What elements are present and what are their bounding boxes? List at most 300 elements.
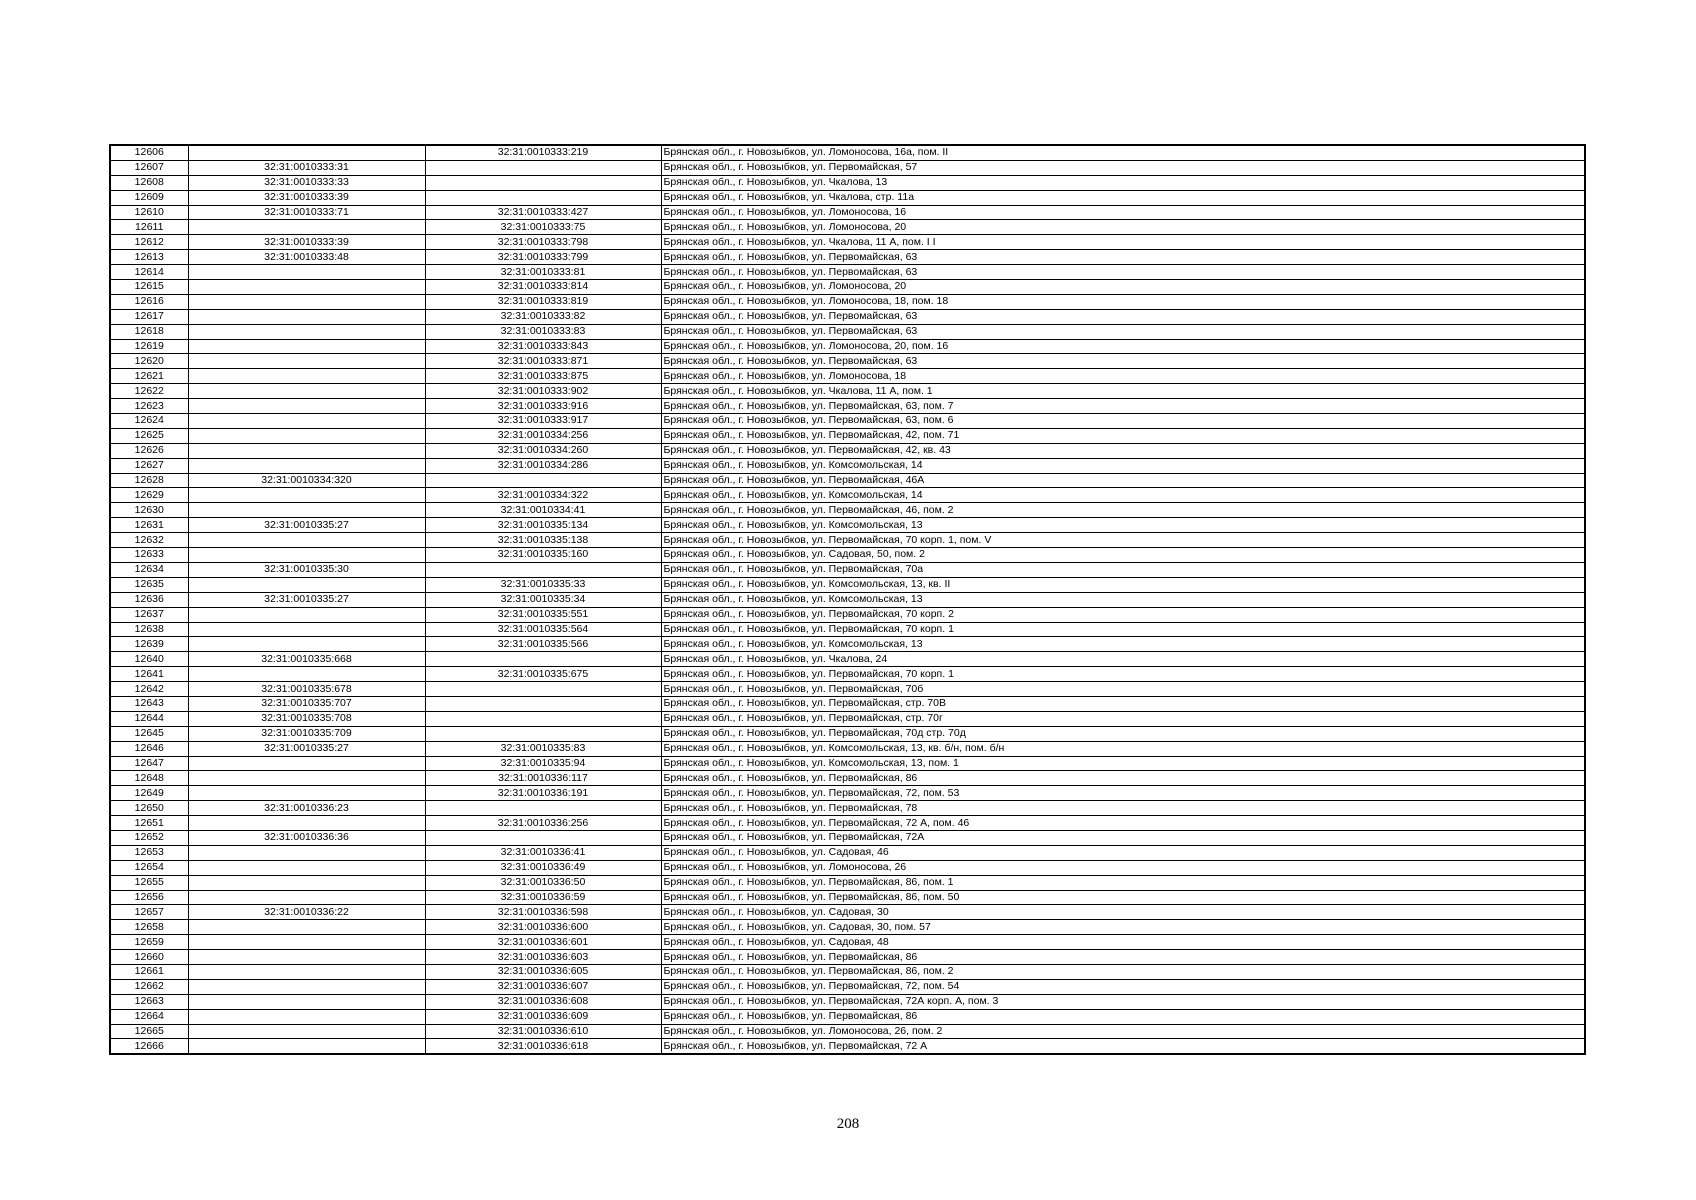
address-cell: Брянская обл., г. Новозыбков, ул. Первомайская, 72А [661,830,1585,845]
parcel-number-cell: 32:31:0010335:709 [188,726,425,741]
row-number-cell: 12621 [110,369,188,384]
parcel-number-cell: 32:31:0010333:71 [188,205,425,220]
row-number-cell: 12642 [110,682,188,697]
object-number-cell: 32:31:0010333:427 [425,205,661,220]
table-row [110,369,1585,384]
table-row [110,667,1585,682]
table-row [110,339,1585,354]
row-number-cell: 12615 [110,280,188,295]
row-number-cell: 12653 [110,845,188,860]
table-body [110,145,1585,1054]
parcel-number-cell [188,399,425,414]
object-number-cell: 32:31:0010335:138 [425,533,661,548]
address-cell: Брянская обл., г. Новозыбков, ул. Садовая, 46 [661,845,1585,860]
parcel-number-cell: 32:31:0010335:27 [188,592,425,607]
row-number-cell: 12611 [110,220,188,235]
object-number-cell: 32:31:0010334:322 [425,488,661,503]
table-row [110,1024,1585,1039]
table-row [110,548,1585,563]
address-cell: Брянская обл., г. Новозыбков, ул. Первомайская, 70 корп. 1 [661,622,1585,637]
table-row [110,309,1585,324]
object-number-cell [425,160,661,175]
table-row [110,518,1585,533]
parcel-number-cell: 32:31:0010335:27 [188,741,425,756]
row-number-cell: 12663 [110,994,188,1009]
table-row [110,652,1585,667]
address-cell: Брянская обл., г. Новозыбков, ул. Первомайская, 72, пом. 53 [661,786,1585,801]
address-cell: Брянская обл., г. Новозыбков, ул. Первомайская, 42, пом. 71 [661,428,1585,443]
address-cell: Брянская обл., г. Новозыбков, ул. Первомайская, 86, пом. 1 [661,875,1585,890]
row-number-cell: 12641 [110,667,188,682]
table-row [110,637,1585,652]
parcel-number-cell [188,458,425,473]
row-number-cell: 12612 [110,235,188,250]
object-number-cell: 32:31:0010333:82 [425,309,661,324]
object-number-cell: 32:31:0010333:219 [425,145,661,160]
address-cell: Брянская обл., г. Новозыбков, ул. Комсомольская, 13 [661,592,1585,607]
table-row [110,190,1585,205]
object-number-cell: 32:31:0010335:34 [425,592,661,607]
row-number-cell: 12635 [110,577,188,592]
parcel-number-cell [188,875,425,890]
address-cell: Брянская обл., г. Новозыбков, ул. Первомайская, стр. 70г [661,711,1585,726]
row-number-cell: 12636 [110,592,188,607]
address-cell: Брянская обл., г. Новозыбков, ул. Садовая, 30, пом. 57 [661,920,1585,935]
object-number-cell [425,726,661,741]
object-number-cell: 32:31:0010336:598 [425,905,661,920]
parcel-number-cell [188,816,425,831]
row-number-cell: 12649 [110,786,188,801]
table-row [110,562,1585,577]
object-number-cell: 32:31:0010336:603 [425,950,661,965]
address-cell: Брянская обл., г. Новозыбков, ул. Комсомольская, 13 [661,637,1585,652]
row-number-cell: 12613 [110,250,188,265]
table-row [110,607,1585,622]
address-cell: Брянская обл., г. Новозыбков, ул. Первомайская, 72 А [661,1039,1585,1054]
row-number-cell: 12657 [110,905,188,920]
address-cell: Брянская обл., г. Новозыбков, ул. Первомайская, 42, кв. 43 [661,443,1585,458]
parcel-number-cell [188,339,425,354]
parcel-number-cell [188,324,425,339]
object-number-cell: 32:31:0010334:260 [425,443,661,458]
table-row [110,503,1585,518]
parcel-number-cell [188,890,425,905]
object-number-cell: 32:31:0010336:607 [425,979,661,994]
object-number-cell [425,175,661,190]
object-number-cell: 32:31:0010333:83 [425,324,661,339]
table-row [110,830,1585,845]
address-cell: Брянская обл., г. Новозыбков, ул. Первомайская, 86 [661,771,1585,786]
row-number-cell: 12626 [110,443,188,458]
object-number-cell: 32:31:0010334:256 [425,428,661,443]
parcel-number-cell [188,548,425,563]
row-number-cell: 12630 [110,503,188,518]
table-row [110,399,1585,414]
object-number-cell [425,711,661,726]
parcel-number-cell: 32:31:0010333:48 [188,250,425,265]
parcel-number-cell [188,622,425,637]
address-cell: Брянская обл., г. Новозыбков, ул. Первомайская, стр. 70В [661,696,1585,711]
address-cell: Брянская обл., г. Новозыбков, ул. Первомайская, 63 [661,324,1585,339]
row-number-cell: 12637 [110,607,188,622]
parcel-number-cell [188,309,425,324]
table-row [110,979,1585,994]
table-row [110,175,1585,190]
table-row [110,726,1585,741]
address-cell: Брянская обл., г. Новозыбков, ул. Первомайская, 70а [661,562,1585,577]
address-cell: Брянская обл., г. Новозыбков, ул. Первомайская, 70 корп. 1, пом. V [661,533,1585,548]
table-row [110,280,1585,295]
object-number-cell: 32:31:0010335:551 [425,607,661,622]
object-number-cell: 32:31:0010336:601 [425,935,661,950]
parcel-number-cell [188,637,425,652]
parcel-number-cell: 32:31:0010333:31 [188,160,425,175]
parcel-number-cell [188,443,425,458]
cadastral-table [109,144,1586,1055]
address-cell: Брянская обл., г. Новозыбков, ул. Первомайская, 57 [661,160,1585,175]
object-number-cell: 32:31:0010335:160 [425,548,661,563]
address-cell: Брянская обл., г. Новозыбков, ул. Ломоносова, 16а, пом. II [661,145,1585,160]
object-number-cell: 32:31:0010335:94 [425,756,661,771]
parcel-number-cell [188,265,425,280]
table-row [110,890,1585,905]
table-row [110,696,1585,711]
table-row [110,622,1585,637]
row-number-cell: 12647 [110,756,188,771]
row-number-cell: 12651 [110,816,188,831]
table-row [110,964,1585,979]
object-number-cell: 32:31:0010336:49 [425,860,661,875]
address-cell: Брянская обл., г. Новозыбков, ул. Первомайская, 86 [661,1009,1585,1024]
row-number-cell: 12606 [110,145,188,160]
parcel-number-cell: 32:31:0010336:22 [188,905,425,920]
object-number-cell: 32:31:0010335:564 [425,622,661,637]
table-row [110,682,1585,697]
object-number-cell: 32:31:0010336:609 [425,1009,661,1024]
row-number-cell: 12654 [110,860,188,875]
object-number-cell: 32:31:0010335:83 [425,741,661,756]
address-cell: Брянская обл., г. Новозыбков, ул. Первомайская, 78 [661,801,1585,816]
object-number-cell [425,696,661,711]
address-cell: Брянская обл., г. Новозыбков, ул. Первомайская, 86 [661,950,1585,965]
table-row [110,875,1585,890]
parcel-number-cell [188,845,425,860]
object-number-cell: 32:31:0010336:59 [425,890,661,905]
parcel-number-cell [188,1039,425,1054]
address-cell: Брянская обл., г. Новозыбков, ул. Первомайская, 63, пом. 6 [661,414,1585,429]
object-number-cell: 32:31:0010333:917 [425,414,661,429]
table-row [110,1039,1585,1054]
address-cell: Брянская обл., г. Новозыбков, ул. Комсомольская, 13, пом. 1 [661,756,1585,771]
row-number-cell: 12640 [110,652,188,667]
row-number-cell: 12638 [110,622,188,637]
table-row [110,920,1585,935]
parcel-number-cell: 32:31:0010335:707 [188,696,425,711]
parcel-number-cell [188,1009,425,1024]
table-row [110,473,1585,488]
table-row [110,905,1585,920]
object-number-cell: 32:31:0010336:610 [425,1024,661,1039]
parcel-number-cell [188,503,425,518]
address-cell: Брянская обл., г. Новозыбков, ул. Садовая, 48 [661,935,1585,950]
object-number-cell: 32:31:0010333:799 [425,250,661,265]
object-number-cell: 32:31:0010333:916 [425,399,661,414]
parcel-number-cell: 32:31:0010333:39 [188,235,425,250]
object-number-cell: 32:31:0010333:819 [425,294,661,309]
parcel-number-cell: 32:31:0010333:33 [188,175,425,190]
object-number-cell [425,682,661,697]
address-cell: Брянская обл., г. Новозыбков, ул. Первомайская, 72, пом. 54 [661,979,1585,994]
row-number-cell: 12617 [110,309,188,324]
address-cell: Брянская обл., г. Новозыбков, ул. Первомайская, 70 корп. 1 [661,667,1585,682]
row-number-cell: 12661 [110,964,188,979]
row-number-cell: 12623 [110,399,188,414]
table-row [110,741,1585,756]
address-cell: Брянская обл., г. Новозыбков, ул. Первомайская, 70 корп. 2 [661,607,1585,622]
parcel-number-cell [188,145,425,160]
address-cell: Брянская обл., г. Новозыбков, ул. Первомайская, 46А [661,473,1585,488]
row-number-cell: 12644 [110,711,188,726]
address-cell: Брянская обл., г. Новозыбков, ул. Первомайская, 63 [661,309,1585,324]
address-cell: Брянская обл., г. Новозыбков, ул. Первомайская, 72А корп. А, пом. 3 [661,994,1585,1009]
parcel-number-cell [188,354,425,369]
parcel-number-cell [188,786,425,801]
address-cell: Брянская обл., г. Новозыбков, ул. Ломоносова, 26, пом. 2 [661,1024,1585,1039]
row-number-cell: 12608 [110,175,188,190]
object-number-cell: 32:31:0010335:675 [425,667,661,682]
address-cell: Брянская обл., г. Новозыбков, ул. Первомайская, 70б [661,682,1585,697]
row-number-cell: 12607 [110,160,188,175]
object-number-cell: 32:31:0010336:117 [425,771,661,786]
address-cell: Брянская обл., г. Новозыбков, ул. Ломоносова, 20 [661,280,1585,295]
table-row [110,428,1585,443]
row-number-cell: 12610 [110,205,188,220]
table-row [110,577,1585,592]
address-cell: Брянская обл., г. Новозыбков, ул. Первомайская, 46, пом. 2 [661,503,1585,518]
row-number-cell: 12652 [110,830,188,845]
address-cell: Брянская обл., г. Новозыбков, ул. Ломоносова, 20 [661,220,1585,235]
parcel-number-cell [188,280,425,295]
address-cell: Брянская обл., г. Новозыбков, ул. Чкалова, 24 [661,652,1585,667]
parcel-number-cell [188,369,425,384]
row-number-cell: 12614 [110,265,188,280]
row-number-cell: 12645 [110,726,188,741]
row-number-cell: 12664 [110,1009,188,1024]
address-cell: Брянская обл., г. Новозыбков, ул. Комсомольская, 13, кв. II [661,577,1585,592]
parcel-number-cell [188,384,425,399]
object-number-cell: 32:31:0010336:256 [425,816,661,831]
table-row [110,384,1585,399]
table-row [110,801,1585,816]
address-cell: Брянская обл., г. Новозыбков, ул. Первомайская, 86, пом. 50 [661,890,1585,905]
row-number-cell: 12620 [110,354,188,369]
address-cell: Брянская обл., г. Новозыбков, ул. Чкалова, 11 А, пом. I I [661,235,1585,250]
parcel-number-cell [188,950,425,965]
row-number-cell: 12650 [110,801,188,816]
object-number-cell: 32:31:0010336:191 [425,786,661,801]
row-number-cell: 12643 [110,696,188,711]
object-number-cell: 32:31:0010333:843 [425,339,661,354]
row-number-cell: 12648 [110,771,188,786]
row-number-cell: 12656 [110,890,188,905]
parcel-number-cell: 32:31:0010335:668 [188,652,425,667]
row-number-cell: 12625 [110,428,188,443]
table-row [110,994,1585,1009]
address-cell: Брянская обл., г. Новозыбков, ул. Садовая, 50, пом. 2 [661,548,1585,563]
table-row [110,220,1585,235]
table-row [110,935,1585,950]
table-row [110,250,1585,265]
row-number-cell: 12658 [110,920,188,935]
parcel-number-cell: 32:31:0010333:39 [188,190,425,205]
table-row [110,443,1585,458]
row-number-cell: 12660 [110,950,188,965]
parcel-number-cell [188,964,425,979]
object-number-cell: 32:31:0010333:875 [425,369,661,384]
object-number-cell [425,473,661,488]
row-number-cell: 12628 [110,473,188,488]
object-number-cell: 32:31:0010336:608 [425,994,661,1009]
parcel-number-cell [188,488,425,503]
object-number-cell: 32:31:0010336:600 [425,920,661,935]
parcel-number-cell [188,607,425,622]
row-number-cell: 12622 [110,384,188,399]
table-row [110,533,1585,548]
parcel-number-cell [188,979,425,994]
address-cell: Брянская обл., г. Новозыбков, ул. Первомайская, 63 [661,250,1585,265]
parcel-number-cell [188,533,425,548]
row-number-cell: 12618 [110,324,188,339]
object-number-cell [425,652,661,667]
object-number-cell [425,190,661,205]
row-number-cell: 12665 [110,1024,188,1039]
row-number-cell: 12631 [110,518,188,533]
parcel-number-cell [188,935,425,950]
row-number-cell: 12624 [110,414,188,429]
row-number-cell: 12646 [110,741,188,756]
parcel-number-cell: 32:31:0010335:678 [188,682,425,697]
object-number-cell: 32:31:0010333:902 [425,384,661,399]
address-cell: Брянская обл., г. Новозыбков, ул. Комсомольская, 14 [661,458,1585,473]
parcel-number-cell [188,577,425,592]
row-number-cell: 12629 [110,488,188,503]
address-cell: Брянская обл., г. Новозыбков, ул. Первомайская, 72 А, пом. 46 [661,816,1585,831]
row-number-cell: 12662 [110,979,188,994]
table-row [110,414,1585,429]
object-number-cell: 32:31:0010333:81 [425,265,661,280]
object-number-cell: 32:31:0010334:41 [425,503,661,518]
row-number-cell: 12627 [110,458,188,473]
parcel-number-cell [188,771,425,786]
table-row [110,860,1585,875]
object-number-cell: 32:31:0010336:50 [425,875,661,890]
object-number-cell: 32:31:0010335:566 [425,637,661,652]
parcel-number-cell: 32:31:0010336:36 [188,830,425,845]
table-row [110,950,1585,965]
parcel-number-cell [188,860,425,875]
table-row [110,771,1585,786]
address-cell: Брянская обл., г. Новозыбков, ул. Чкалова, 13 [661,175,1585,190]
address-cell: Брянская обл., г. Новозыбков, ул. Первомайская, 86, пом. 2 [661,964,1585,979]
object-number-cell [425,801,661,816]
parcel-number-cell [188,994,425,1009]
address-cell: Брянская обл., г. Новозыбков, ул. Ломоносова, 18 [661,369,1585,384]
row-number-cell: 12659 [110,935,188,950]
row-number-cell: 12616 [110,294,188,309]
object-number-cell [425,562,661,577]
parcel-number-cell: 32:31:0010336:23 [188,801,425,816]
table-row [110,786,1585,801]
object-number-cell: 32:31:0010336:605 [425,964,661,979]
object-number-cell: 32:31:0010334:286 [425,458,661,473]
object-number-cell [425,830,661,845]
address-cell: Брянская обл., г. Новозыбков, ул. Первомайская, 63 [661,265,1585,280]
table-row [110,160,1585,175]
table-row [110,205,1585,220]
page-number: 208 [836,1116,860,1132]
parcel-number-cell [188,1024,425,1039]
row-number-cell: 12639 [110,637,188,652]
address-cell: Брянская обл., г. Новозыбков, ул. Ломоносова, 20, пом. 16 [661,339,1585,354]
address-cell: Брянская обл., г. Новозыбков, ул. Комсомольская, 13, кв. б/н, пом. б/н [661,741,1585,756]
address-cell: Брянская обл., г. Новозыбков, ул. Ломоносова, 16 [661,205,1585,220]
table-row [110,235,1585,250]
row-number-cell: 12655 [110,875,188,890]
parcel-number-cell [188,414,425,429]
table-row [110,354,1585,369]
address-cell: Брянская обл., г. Новозыбков, ул. Комсомольская, 13 [661,518,1585,533]
address-cell: Брянская обл., г. Новозыбков, ул. Чкалова, 11 А, пом. 1 [661,384,1585,399]
address-cell: Брянская обл., г. Новозыбков, ул. Чкалова, стр. 11а [661,190,1585,205]
object-number-cell: 32:31:0010336:41 [425,845,661,860]
address-cell: Брянская обл., г. Новозыбков, ул. Первомайская, 70д стр. 70д [661,726,1585,741]
row-number-cell: 12632 [110,533,188,548]
object-number-cell: 32:31:0010333:798 [425,235,661,250]
table-row [110,488,1585,503]
address-cell: Брянская обл., г. Новозыбков, ул. Комсомольская, 14 [661,488,1585,503]
row-number-cell: 12634 [110,562,188,577]
address-cell: Брянская обл., г. Новозыбков, ул. Ломоносова, 18, пом. 18 [661,294,1585,309]
table-row [110,324,1585,339]
table-row [110,294,1585,309]
table-row [110,592,1585,607]
address-cell: Брянская обл., г. Новозыбков, ул. Садовая, 30 [661,905,1585,920]
table-row [110,816,1585,831]
table-row [110,458,1585,473]
object-number-cell: 32:31:0010335:134 [425,518,661,533]
object-number-cell: 32:31:0010335:33 [425,577,661,592]
parcel-number-cell [188,667,425,682]
row-number-cell: 12666 [110,1039,188,1054]
row-number-cell: 12619 [110,339,188,354]
parcel-number-cell [188,920,425,935]
address-cell: Брянская обл., г. Новозыбков, ул. Первомайская, 63 [661,354,1585,369]
parcel-number-cell: 32:31:0010335:27 [188,518,425,533]
parcel-number-cell [188,220,425,235]
row-number-cell: 12609 [110,190,188,205]
table-row [110,1009,1585,1024]
table-row [110,711,1585,726]
table-row [110,145,1585,160]
parcel-number-cell: 32:31:0010335:30 [188,562,425,577]
object-number-cell: 32:31:0010333:75 [425,220,661,235]
parcel-number-cell [188,756,425,771]
parcel-number-cell: 32:31:0010334:320 [188,473,425,488]
parcel-number-cell: 32:31:0010335:708 [188,711,425,726]
object-number-cell: 32:31:0010333:814 [425,280,661,295]
address-cell: Брянская обл., г. Новозыбков, ул. Ломоносова, 26 [661,860,1585,875]
table-row [110,845,1585,860]
